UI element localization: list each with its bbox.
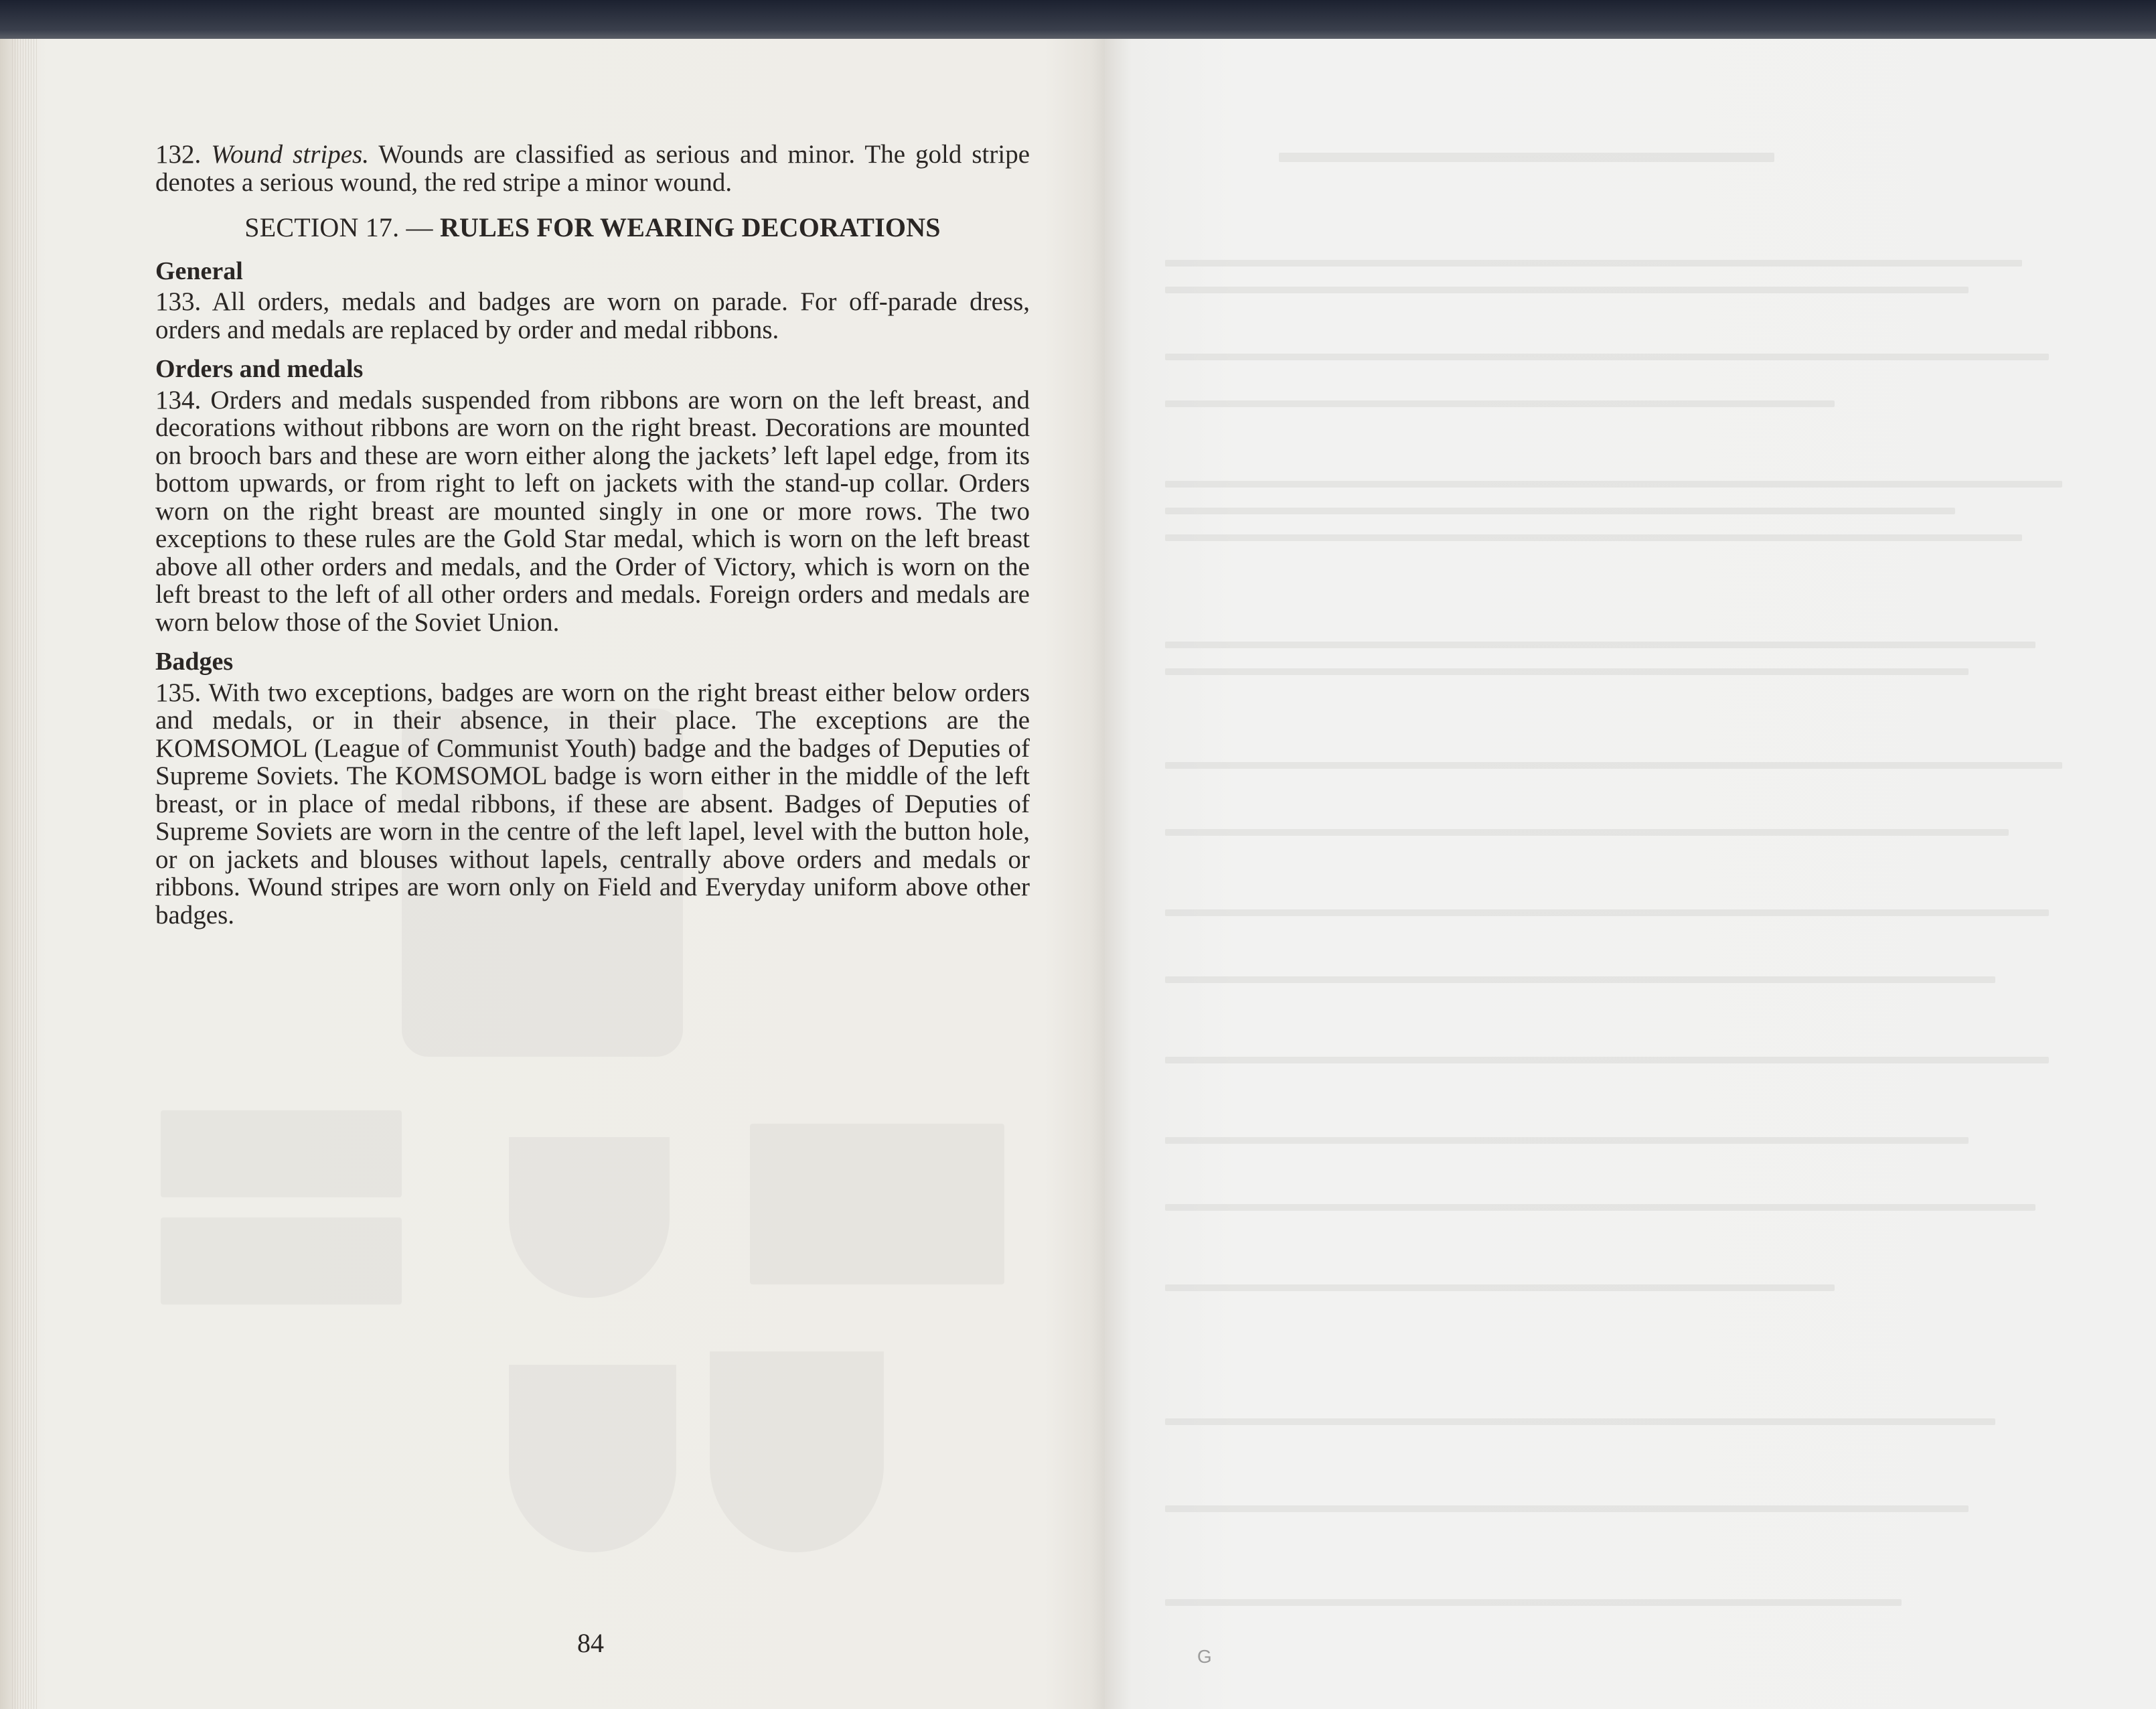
show-through-line (1165, 829, 2009, 836)
paragraph-133: 133. All orders, medals and badges are worn on parade. For off-parade dress, orders and medals are replaced by order and medal ribbons. (155, 287, 1030, 344)
show-through-shape (509, 1137, 670, 1298)
show-through-shape (161, 1110, 402, 1197)
paragraph-135: 135. With two exceptions, badges are worn on the right breast either below orders and medals, or in their absence, in their place. The exceptions are the KOMSOMOL (League of Communist Youth) badge and the badges of Deputies of Supreme Soviets. The KOMSOMOL badge is worn either in the middle of the left breast, or in place of medal ribbons, if these are absent. Badges of Deputies of Supreme Soviets are worn in the centre of the left lapel, level with the button hole, or on jackets and blouses without lapels, centrally above orders and medals or ribbons. Wound stripes are worn only on Field and Everyday uniform above other badges. (155, 678, 1030, 930)
subheading-badges: Badges (155, 648, 234, 676)
show-through-line (1165, 668, 1969, 675)
signature-mark: G (1197, 1646, 1212, 1667)
show-through-line (1165, 1057, 2049, 1063)
section-number: SECTION 17. — (244, 212, 433, 242)
subheading-general: General (155, 256, 243, 285)
show-through-line (1165, 1599, 1902, 1606)
show-through-shape (750, 1124, 1004, 1284)
show-through-line (1165, 1418, 1995, 1425)
paragraph-134: 134. Orders and medals suspended from ribbons are worn on the left breast, and decorations without ribbons are worn on the right breast. Decorations are mounted on brooch bars and these are worn either along the jackets’ left lapel edge, from its bottom upwards, or from right to left on jackets with the stand-up collar. Orders worn on the right breast are mounted singly in one or more rows. The two exceptions to these rules are the Gold Star medal, which is worn on the left breast above all other orders and medals, and the Order of Victory, which is worn on the left breast to the left of all other orders and medals. Foreign orders and medals are worn below those of the Soviet Union. (155, 385, 1030, 637)
right-page (1105, 39, 2156, 1709)
show-through-line (1165, 1204, 2035, 1211)
page-number: 84 (577, 1628, 604, 1658)
show-through-line (1165, 1137, 1969, 1144)
show-through-line (1165, 354, 2049, 360)
paragraph-text: Wounds are classified as serious and minor. The gold stripe denotes a serious wound, the red stripe a minor wound. (155, 140, 1030, 197)
book-top-edge (0, 0, 2156, 43)
show-through-shape (710, 1351, 884, 1552)
subheading-orders-and-medals: Orders and medals (155, 355, 364, 383)
book-spread (0, 39, 2156, 1709)
show-through-line (1165, 260, 2022, 267)
show-through-line (1279, 153, 1774, 162)
page-edge-stack (12, 39, 39, 1709)
show-through-line (1165, 642, 2035, 648)
show-through-line (1165, 762, 2062, 769)
show-through-shape (509, 1365, 676, 1552)
show-through-line (1165, 1505, 1969, 1512)
show-through-line (1165, 909, 2049, 916)
left-page (0, 39, 1105, 1709)
section-heading (155, 214, 1030, 242)
show-through-line (1165, 1284, 1835, 1291)
paragraph-132 (155, 141, 1030, 196)
show-through-shape (161, 1217, 402, 1305)
show-through-line (1165, 287, 1969, 293)
paragraph-number: 132. (155, 140, 202, 169)
paragraph-title: Wound stripes. (211, 140, 369, 169)
show-through-line (1165, 976, 1995, 983)
show-through-line (1165, 508, 1955, 514)
show-through-line (1165, 481, 2062, 488)
show-through-line (1165, 534, 2022, 541)
section-title: RULES FOR WEARING DECORATIONS (439, 212, 941, 242)
show-through-line (1165, 400, 1835, 407)
page-text (155, 141, 1030, 929)
